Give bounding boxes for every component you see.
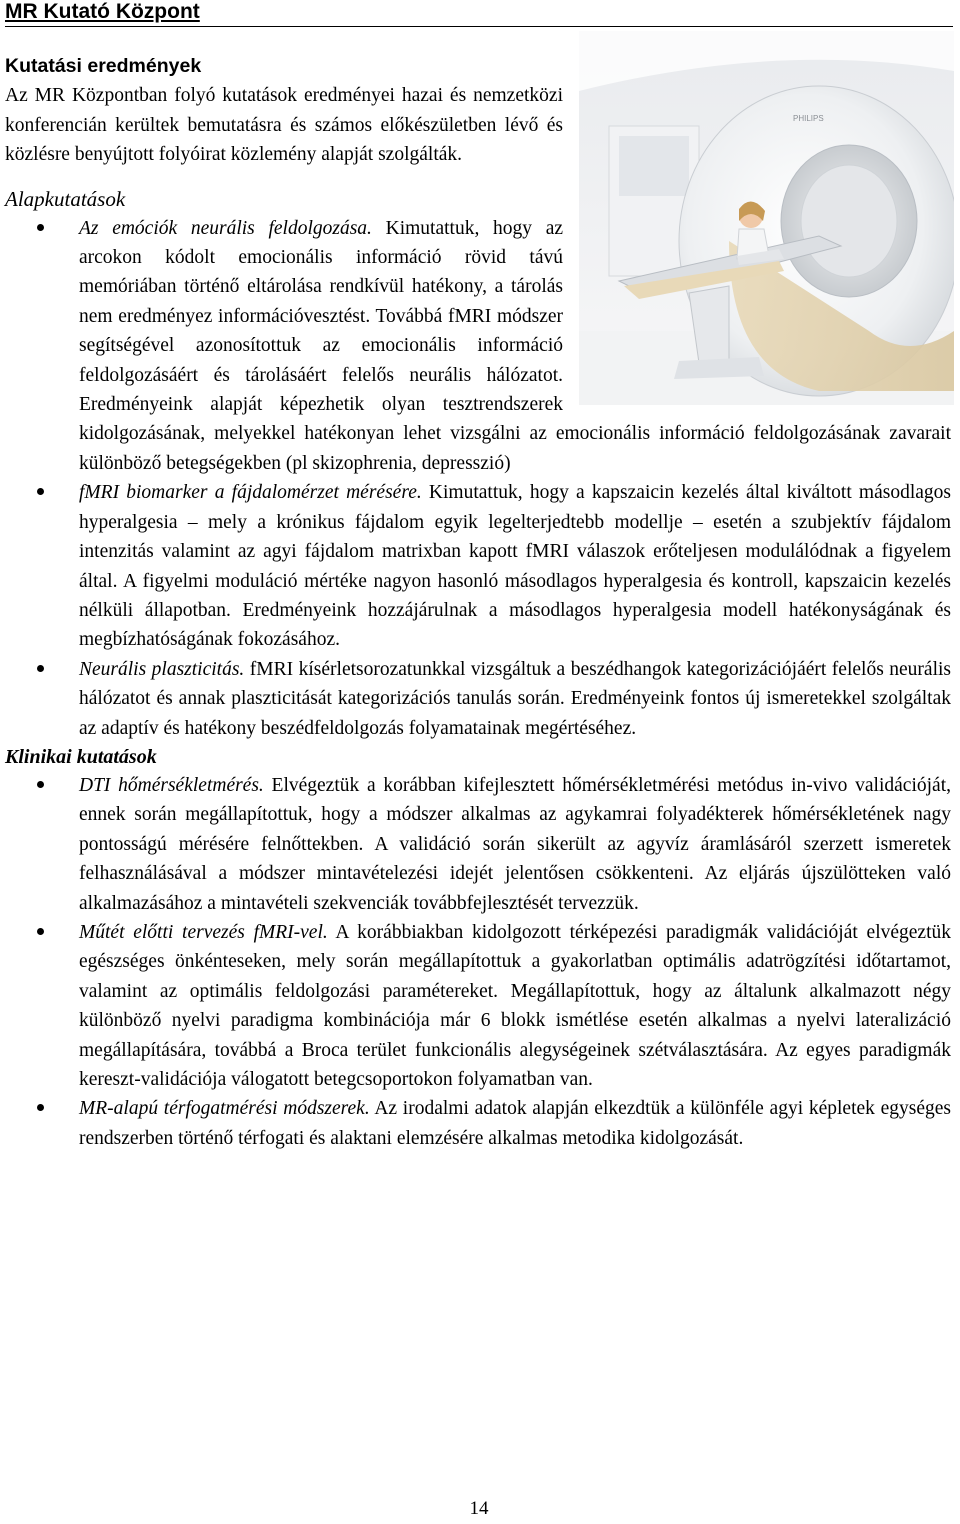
results-paragraph: Az MR Központban folyó kutatások eredményei hazai és nemzetközi konferencián kerültek bemutatásra és számos előkészületben lévő és közlésre benyújtott folyóirat közlemény alapját szolgálták. — [5, 85, 563, 166]
bullet-icon — [34, 771, 46, 800]
bullet-icon — [34, 655, 46, 684]
brand-label: PHILIPS — [793, 114, 824, 123]
item-text: Az irodalmi adatok alapján elkezdtük a különféle agyi képletek egységes rendszerben történő térfogati és alaktani elemzésére alkalmas metodika kidolgozását. — [79, 1098, 951, 1149]
list-item — [5, 478, 951, 654]
item-text: Kimutattuk, hogy a kapszaicin kezelés által kiváltott másodlagos hyperalgesia – mely a krónikus fájdalom egyik legelterjedtebb modellje – esetén a szubjektív fájdalom intenzitás valamint az agyi fájdalom matrixban kapott fMRI válaszok erőteljesen modulálódnak a figyelem által. A figyelmi moduláció mértéke nagyon hasonló másodlagos hyperalgesia és kontroll, kapszaicin kezelés nélküli állapotban. Eredményeink hozzájárulnak a másodlagos hyperalgesia modell hatékonyságának és megbízhatóságának fokozásához. — [79, 482, 952, 651]
item-text: A korábbiakban kidolgozott térképezési paradigmák validációját elvégeztük egészséges önkénteseken, mely során megállapítottuk a gyakorlatban optimális adatrögzítési időtartamot, valamint az optimális feldolgozási paramétereket. Megállapítottuk, hogy az általunk alkalmazott négy különböző nyelvi paradigma kombinációja már 6 blokk ismétlése esetén alkalmas a nyelvi lateralizáció megállapítására, továbbá a Broca terület funkcionális alegységeinek szétválasztására. Az egyes paradigmák kereszt-validációja válogatott betegcsoportokon folyamatban van. — [79, 921, 951, 1090]
bullet-icon — [34, 918, 46, 947]
item-text: Elvégeztük a korábban kifejlesztett hőmérsékletmérési metódus in-vivo validációját, ennek során megállapítottuk, hogy a módszer alkalmas az agykamrai folyadékterek hőmérsékletének nagy pontosságú mérésére felnőttekben. A validáció során sikerült az agyvíz áramlásáról szerzett ismeretek felhasználásával a módszer mintavételezési idejét jelentősen csökkenteni. Az eljárás újszülötteken való alkalmazásához a mintavételi szekvenciák továbbfejlesztését tervezzük. — [79, 774, 951, 914]
header-title: MR Kutató Központ — [5, 0, 200, 23]
clinical-research-list — [5, 771, 951, 1153]
item-text: Kimutattuk, hogy az arcokon kódolt emocionális információ rövid távú memóriában történő eltárolása rendkívül hatékony, a tárolás nem eredményez információvesztést. Továbbá fMRI módszer segítségével azonosítottuk az emocionális információ feldolgozásáért és tárolásáért felelős neurális hálózatot. Eredményeink alapját képezhetik olyan tesztrendszerek kidolgozásának, melyekkel hatékonyan lehet vizsgálni az emocionális információ feldolgozásának zavarait különböző betegségekben (pl skizophrenia, depresszió) — [79, 217, 951, 474]
page-number: 14 — [469, 1498, 489, 1519]
item-title: Az emóciók neurális feldolgozása. — [79, 217, 372, 239]
header-rule — [5, 26, 953, 27]
list-item — [5, 918, 951, 1094]
page-content — [5, 52, 951, 1153]
page-header — [5, 0, 200, 25]
bullet-icon — [34, 478, 46, 507]
clinical-research-heading: Klinikai kutatások — [5, 745, 157, 768]
item-title: MR-alapú térfogatmérési módszerek. — [79, 1098, 370, 1120]
basic-research-list — [5, 214, 951, 743]
basic-research-heading: Alapkutatások — [5, 186, 126, 211]
list-item — [5, 655, 951, 743]
item-title: Neurális plaszticitás. — [79, 658, 245, 680]
list-item — [5, 214, 951, 479]
bullet-icon — [34, 1094, 46, 1123]
bullet-icon — [34, 214, 46, 243]
item-title: Műtét előtti tervezés fMRI-vel. — [79, 921, 328, 943]
item-title: DTI hőmérsékletmérés. — [79, 774, 264, 796]
list-item — [5, 771, 951, 918]
list-item — [5, 1094, 951, 1153]
item-text: fMRI kísérletsorozatunkkal vizsgáltuk a beszédhangok kategorizációjáért felelős neurális hálózatot és annak plaszticitását kategorizációs tanulás során. Eredményeink fontos új ismeretekkel szolgáltak az adaptív és hatékony beszédfeldolgozás folyamatainak megértéséhez. — [79, 658, 951, 739]
results-heading: Kutatási eredmények — [5, 55, 202, 77]
item-title: fMRI biomarker a fájdalomérzet mérésére. — [79, 482, 422, 504]
